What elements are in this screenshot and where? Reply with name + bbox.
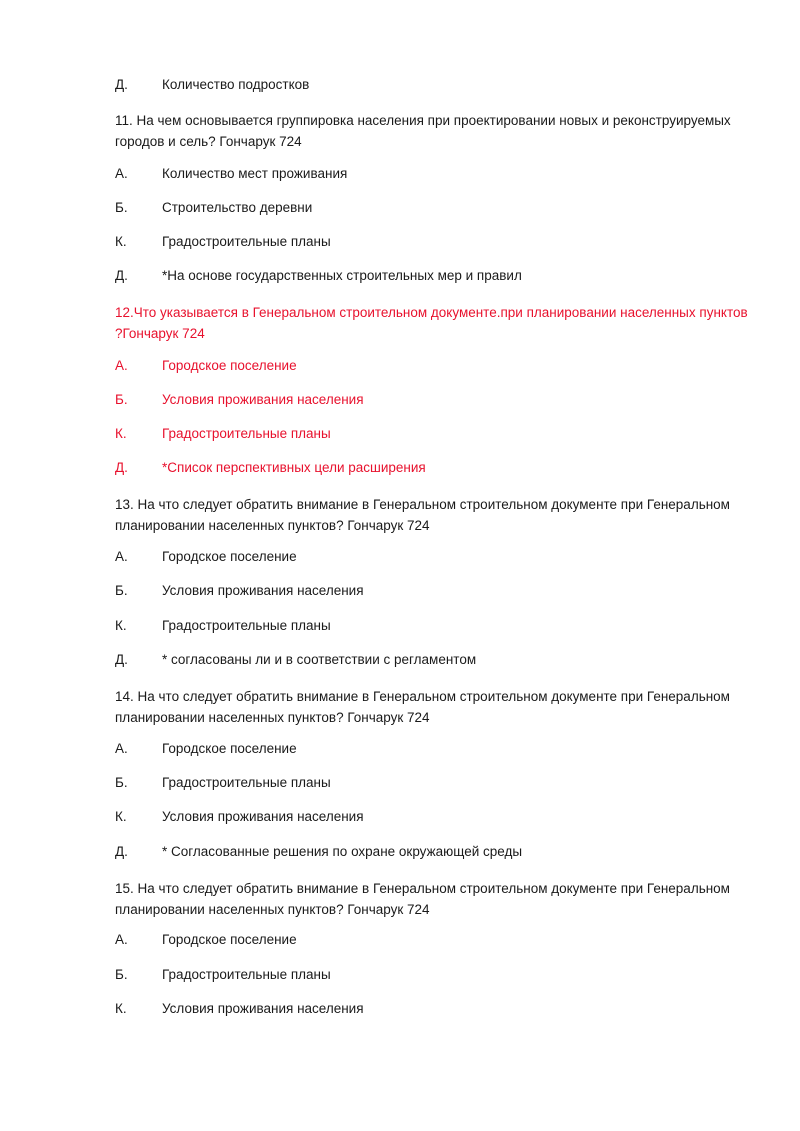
- option-letter: К.: [115, 234, 127, 249]
- option-text: * Согласованные решения по охране окружающей среды: [162, 844, 523, 859]
- option-letter: Д.: [115, 460, 128, 475]
- option-text: Градостроительные планы: [162, 967, 331, 982]
- option-text: Количество подростков: [162, 77, 310, 92]
- option-letter: К.: [115, 1001, 127, 1016]
- option-letter: А.: [115, 166, 128, 181]
- option-text: Городское поселение: [162, 932, 297, 947]
- option-letter: Б.: [115, 200, 128, 215]
- question-12: 12.Что указывается в Генеральном строительном документе.при планировании населенных пунктов ?Гончарук 724: [115, 305, 748, 341]
- option-text: Градостроительные планы: [162, 234, 331, 249]
- option-letter: А.: [115, 932, 128, 947]
- option-text: Градостроительные планы: [162, 426, 331, 441]
- option-letter: Б.: [115, 967, 128, 982]
- question-11: 11. На чем основывается группировка населения при проектировании новых и реконструируемых городов и сель? Гончарук 724: [115, 113, 731, 149]
- option-letter: А.: [115, 741, 128, 756]
- option-letter: К.: [115, 809, 127, 824]
- option-text: *Список перспективных цели расширения: [162, 460, 426, 475]
- option-letter: Б.: [115, 392, 128, 407]
- question-13: 13. На что следует обратить внимание в Генеральном строительном документе при Генеральном планировании населенных пунктов? Гончарук 724: [115, 497, 730, 533]
- option-text: Градостроительные планы: [162, 775, 331, 790]
- option-letter: К.: [115, 618, 127, 633]
- option-text: Количество мест проживания: [162, 166, 348, 181]
- question-15: 15. На что следует обратить внимание в Генеральном строительном документе при Генеральном планировании населенных пунктов? Гончарук 724: [115, 881, 730, 917]
- option-letter: Б.: [115, 583, 128, 598]
- option-text: Городское поселение: [162, 358, 297, 373]
- option-text: Условия проживания населения: [162, 809, 364, 824]
- option-text: Условия проживания населения: [162, 392, 364, 407]
- option-letter: А.: [115, 549, 128, 564]
- option-text: Условия проживания населения: [162, 583, 364, 598]
- option-letter: Д.: [115, 77, 128, 92]
- option-text: Городское поселение: [162, 741, 297, 756]
- option-letter: Д.: [115, 652, 128, 667]
- option-letter: А.: [115, 358, 128, 373]
- option-text: Градостроительные планы: [162, 618, 331, 633]
- option-letter: Д.: [115, 268, 128, 283]
- option-letter: Б.: [115, 775, 128, 790]
- option-text: *На основе государственных строительных мер и правил: [162, 268, 522, 283]
- option-text: Строительство деревни: [162, 200, 313, 215]
- option-text: * согласованы ли и в соответствии с регламентом: [162, 652, 477, 667]
- option-text: Городское поселение: [162, 549, 297, 564]
- option-letter: Д.: [115, 844, 128, 859]
- option-text: Условия проживания населения: [162, 1001, 364, 1016]
- question-14: 14. На что следует обратить внимание в Генеральном строительном документе при Генеральном планировании населенных пунктов? Гончарук 724: [115, 689, 730, 725]
- option-letter: К.: [115, 426, 127, 441]
